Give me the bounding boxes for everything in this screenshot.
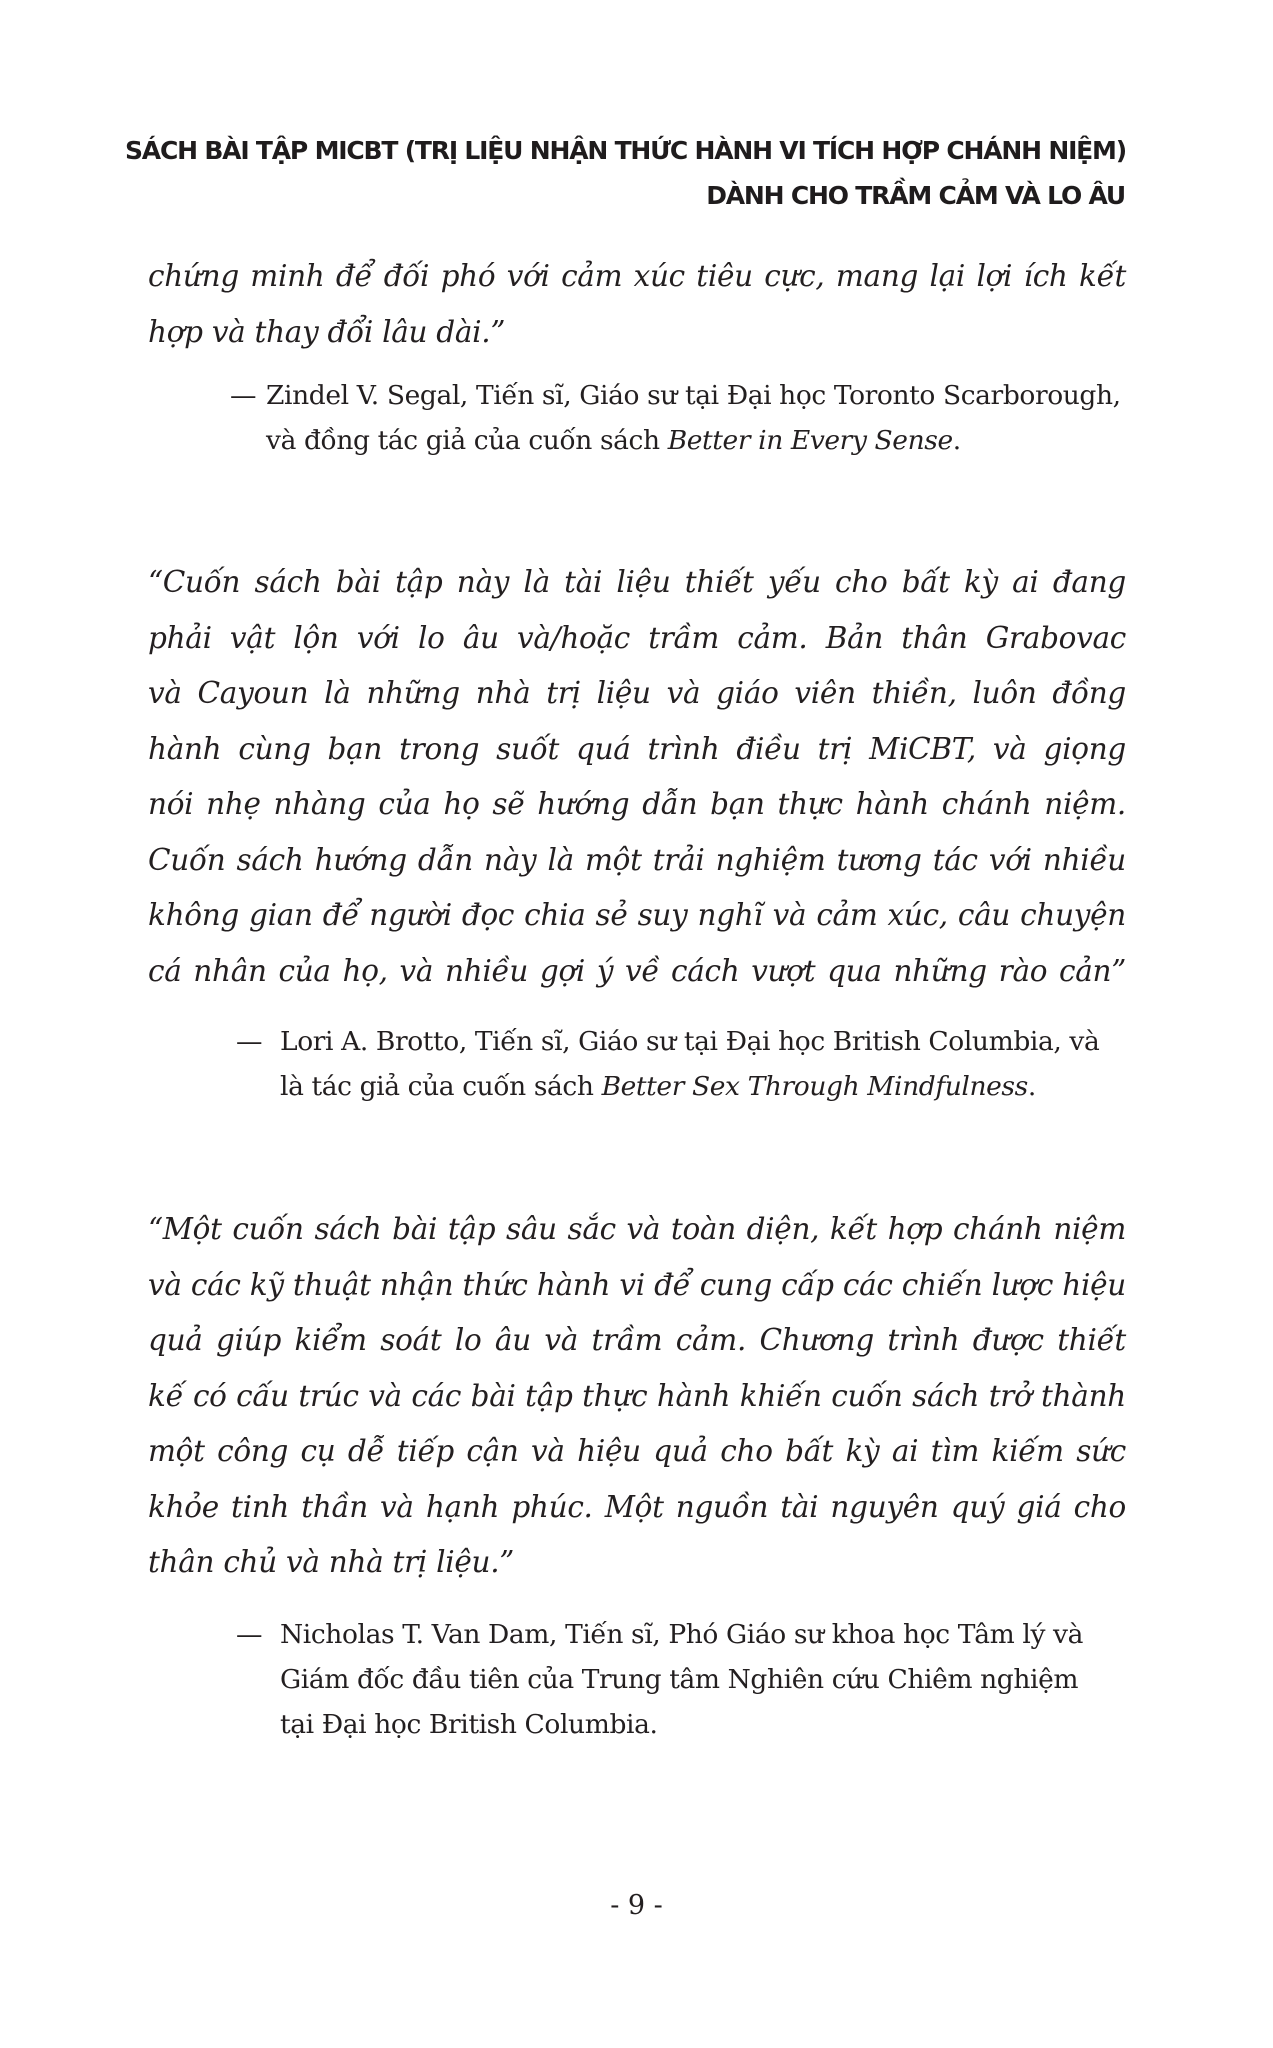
book-title: Better in Every Sense — [667, 425, 953, 456]
page-number: - 9 - — [610, 1890, 663, 1921]
quote-line: và các kỹ thuật nhận thức hành vi để cung cấp các chiến lược hiệu — [148, 1267, 1126, 1302]
quote-line: khỏe tinh thần và hạnh phúc. Một nguồn tài nguyên quý giá cho — [148, 1489, 1126, 1524]
quote-line: thân chủ và nhà trị liệu.” — [148, 1545, 515, 1579]
testimonial-2-quote — [148, 555, 1126, 999]
attribution-line: và đồng tác giả của cuốn sách — [266, 425, 668, 456]
attribution-line: Nicholas T. Van Dam, Tiến sĩ, Phó Giáo sư khoa học Tâm lý và — [280, 1619, 1084, 1650]
attribution-line: Zindel V. Segal, Tiến sĩ, Giáo sư tại Đại học Toronto Scarborough, — [266, 380, 1121, 411]
em-dash: — — [236, 1619, 263, 1650]
quote-line: “Cuốn sách bài tập này là tài liệu thiết yếu cho bất kỳ ai đang — [148, 565, 1126, 599]
quote-line: cá nhân của họ, và nhiều gợi ý về cách vượt qua những rào cản” — [148, 953, 1126, 988]
book-title: Better Sex Through Mindfulness — [601, 1071, 1028, 1102]
quote-line: kế có cấu trúc và các bài tập thực hành khiến cuốn sách trở thành — [148, 1378, 1126, 1413]
attribution-line: tại Đại học British Columbia. — [280, 1709, 658, 1740]
em-dash: — — [236, 1026, 263, 1057]
quote-line: hợp và thay đổi lâu dài.” — [148, 314, 506, 349]
running-header — [125, 128, 1125, 218]
running-header-line-2: DÀNH CHO TRẦM CẢM VÀ LO ÂU — [706, 181, 1125, 210]
attribution-period: . — [1027, 1071, 1036, 1102]
attribution-line: Lori A. Brotto, Tiến sĩ, Giáo sư tại Đại học British Columbia, và — [280, 1026, 1100, 1057]
quote-line: và Cayoun là những nhà trị liệu và giáo viên thiền, luôn đồng — [148, 676, 1126, 710]
quote-line: chứng minh để đối phó với cảm xúc tiêu cực, mang lại lợi ích kết — [148, 259, 1126, 293]
quote-line: phải vật lộn với lo âu và/hoặc trầm cảm. Bản thân Grabovac — [148, 620, 1126, 655]
running-header-line-1: SÁCH BÀI TẬP MICBT (TRỊ LIỆU NHẬN THỨC HÀNH VI TÍCH HỢP CHÁNH NIỆM) — [125, 136, 1126, 165]
attribution-line: là tác giả của cuốn sách — [280, 1071, 602, 1102]
quote-line: quả giúp kiểm soát lo âu và trầm cảm. Chương trình được thiết — [148, 1323, 1126, 1357]
testimonial-1-quote — [148, 249, 1126, 360]
quote-line: nói nhẹ nhàng của họ sẽ hướng dẫn bạn thực hành chánh niệm. — [148, 787, 1126, 821]
quote-line: một công cụ dễ tiếp cận và hiệu quả cho bất kỳ ai tìm kiếm sức — [148, 1434, 1126, 1468]
attribution-line: Giám đốc đầu tiên của Trung tâm Nghiên cứu Chiêm nghiệm — [280, 1664, 1079, 1695]
testimonial-3-quote — [148, 1202, 1126, 1591]
quote-line: không gian để người đọc chia sẻ suy nghĩ và cảm xúc, câu chuyện — [148, 898, 1126, 932]
quote-line: hành cùng bạn trong suốt quá trình điều trị MiCBT, và giọng — [148, 731, 1126, 766]
quote-line: “Một cuốn sách bài tập sâu sắc và toàn diện, kết hợp chánh niệm — [148, 1212, 1126, 1246]
attribution-period: . — [952, 425, 961, 456]
quote-line: Cuốn sách hướng dẫn này là một trải nghiệm tương tác với nhiều — [148, 842, 1126, 877]
em-dash: — — [230, 380, 257, 411]
